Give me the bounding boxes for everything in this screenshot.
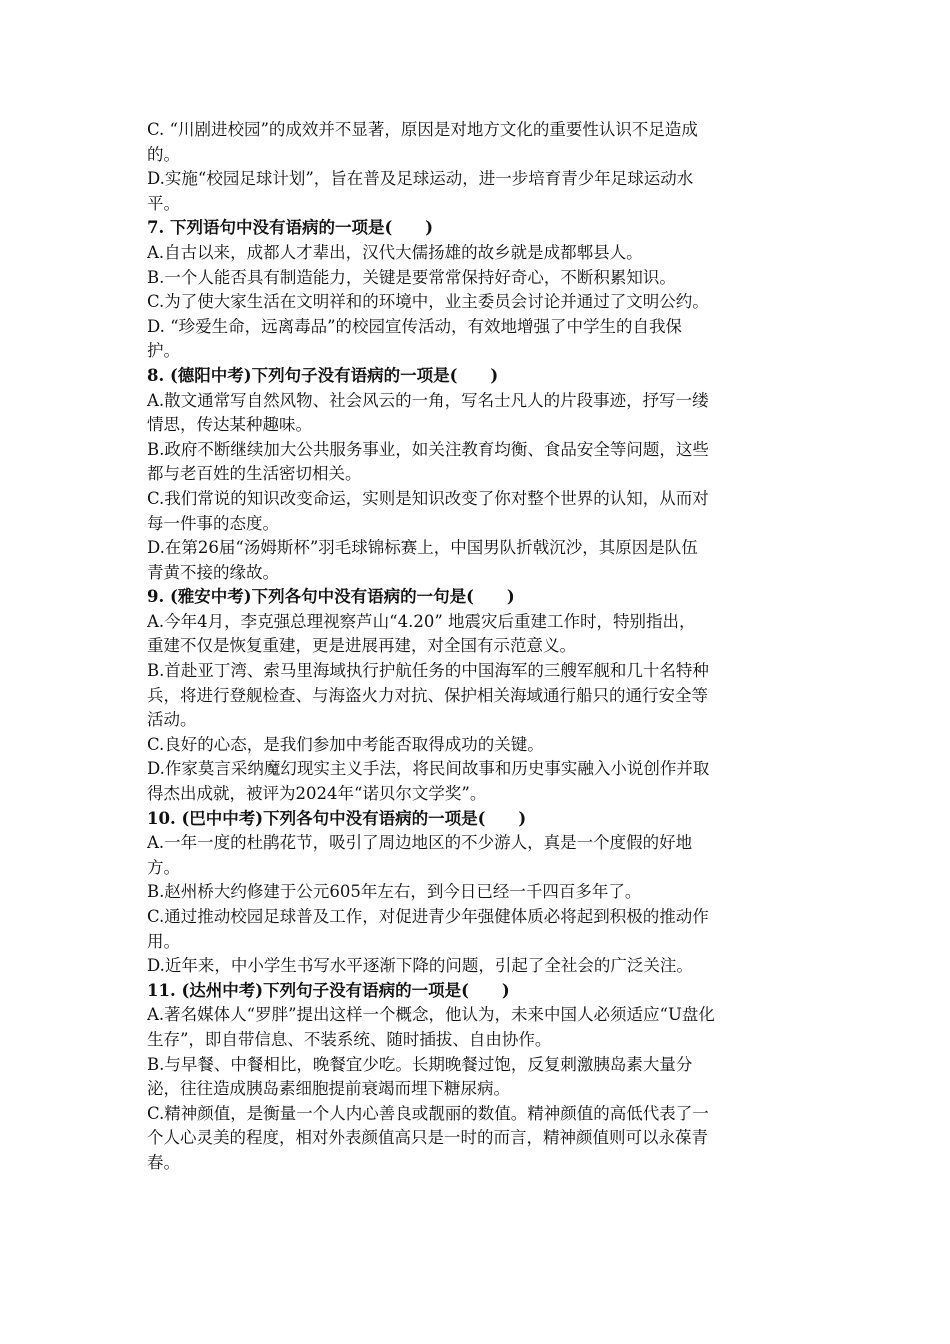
option-line: A.一年一度的杜鹃花节，吸引了周边地区的不少游人，真是一个度假的好地 [147,833,693,853]
option-line: C.良好的心态，是我们参加中考能否取得成功的关键。 [147,734,544,754]
option-line: A.自古以来，成都人才辈出，汉代大儒扬雄的故乡就是成都郫县人。 [147,242,643,262]
option-line: 的。 [147,144,180,164]
option-line: D.近年来，中小学生书写水平逐渐下降的问题，引起了全社会的广泛关注。 [147,956,693,976]
option-line: 都与老百姓的生活密切相关。 [147,464,362,484]
option-line: C.我们常说的知识改变命运，实则是知识改变了你对整个世界的认知，从而对 [147,488,709,508]
option-line: 情思，传达某种趣味。 [147,415,312,435]
option-line: A.散文通常写自然风物、社会风云的一角，写名士凡人的片段事迹，抒写一缕 [147,390,709,410]
option-line: 得杰出成就，被评为2024年“诺贝尔文学奖”。 [147,784,487,804]
question-stem: 7. 下列语句中没有语病的一项是( ) [147,218,434,238]
option-line: C. “川剧进校园”的成效并不显著，原因是对地方文化的重要性认识不足造成 [147,120,698,139]
option-line: 方。 [147,857,180,877]
option-line: 生存”，即自带信息、不装系统、随时插拔、自由协作。 [147,1029,552,1049]
option-line: 每一件事的态度。 [147,513,279,533]
option-line: C.通过推动校园足球普及工作，对促进青少年强健体质必将起到积极的推动作 [147,907,709,926]
option-line: A.著名媒体人“罗胖”提出这样一个概念，他认为，未来中国人必须适应“U盘化 [147,1005,715,1025]
option-line: 个人心灵美的程度，相对外表颜值高只是一时的而言，精神颜值则可以永葆青 [147,1128,708,1148]
option-line: C.为了使大家生活在文明祥和的环境中，业主委员会讨论并通过了文明公约。 [147,292,709,312]
option-line: A.今年4月，李克强总理视察芦山“4.20” 地震灾后重建工作时，特别指出， [147,611,696,631]
option-line: B.政府不断继续加大公共服务事业，如关注教育均衡、食品安全等问题，这些 [147,439,709,459]
option-line: 护。 [147,341,180,361]
option-line: C.精神颜值，是衡量一个人内心善良或靓丽的数值。精神颜值的高低代表了一 [147,1103,709,1123]
option-line: 平。 [147,193,180,213]
option-line: D.实施“校园足球计划”，旨在普及足球运动，进一步培育青少年足球运动水 [147,169,694,189]
option-line: 重建不仅是恢复重建，更是进展再建，对全国有示范意义。 [147,636,576,656]
option-line: B.赵州桥大约修建于公元605年左右，到今日已经一千四百多年了。 [147,882,642,902]
option-line: B.一个人能否具有制造能力，关键是要常常保持好奇心，不断积累知识。 [147,267,676,287]
option-line: 兵，将进行登舰检查、与海盗火力对抗、保护相关海域通行船只的通行安全等 [147,685,708,705]
option-line: 青黄不接的缘故。 [147,562,279,582]
option-line: B.首赴亚丁湾、索马里海域执行护航任务的中国海军的三艘军舰和几十名特种 [147,661,709,681]
option-line: B.与早餐、中餐相比，晚餐宜少吃。长期晚餐过饱，反复刺激胰岛素大量分 [147,1054,693,1074]
option-line: D.在第26届“汤姆斯杯”羽毛球锦标赛上，中国男队折戟沉沙，其原因是队伍 [147,538,698,558]
option-line: D.作家莫言采纳魔幻现实主义手法，将民间故事和历史事实融入小说创作并取 [147,759,710,779]
option-line: 活动。 [147,710,197,730]
question-stem: 11. (达州中考)下列句子没有语病的一项是( ) [147,980,510,1000]
option-line: D. “珍爱生命，远离毒品”的校园宣传活动，有效地增强了中学生的自我保 [147,316,683,336]
question-stem: 8. (德阳中考)下列句子没有语病的一项是( ) [147,365,499,385]
option-line: 春。 [147,1152,180,1172]
option-line: 用。 [147,931,180,951]
question-stem: 9. (雅安中考)下列各句中没有语病的一句是( ) [147,587,515,607]
question-stem: 10. (巴中中考)下列各句中没有语病的一项是( ) [147,808,527,828]
question-text-block [147,118,807,1176]
option-line: 泌，往往造成胰岛素细胞提前衰竭而埋下糖尿病。 [147,1079,510,1099]
